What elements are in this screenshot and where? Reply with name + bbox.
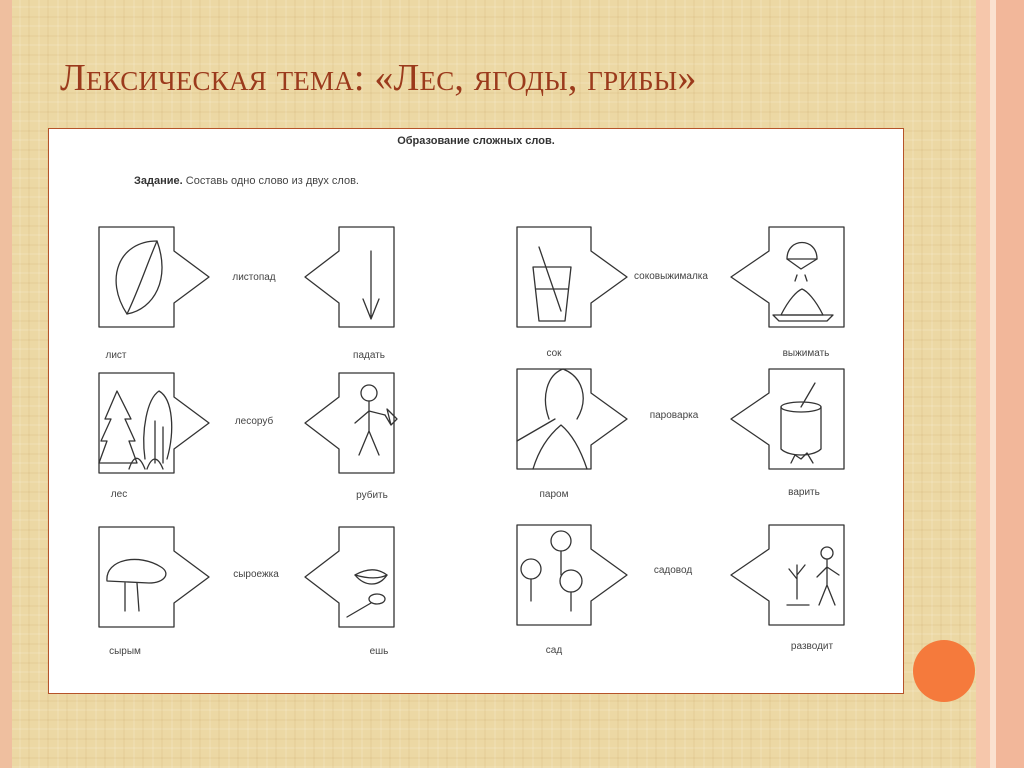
card-right-arrow — [517, 525, 627, 625]
compound-word: соковыжималка — [634, 271, 708, 282]
card-left-arrow — [731, 369, 844, 469]
task-text: Составь одно слово из двух слов. — [185, 175, 359, 187]
card-left-arrow — [305, 227, 394, 327]
right-decor-stripe-edge — [996, 0, 1024, 768]
card-right-arrow — [99, 227, 209, 327]
cooking-pot-icon — [781, 383, 821, 463]
decor-orange-circle — [913, 640, 975, 702]
compound-word: листопад — [232, 272, 276, 283]
compound-word: сыроежка — [233, 569, 279, 580]
steam-icon — [517, 369, 587, 469]
right-decor-stripe — [976, 0, 990, 768]
card-left-arrow — [305, 373, 394, 473]
worksheet-drawings — [49, 129, 904, 694]
word-right: варить — [788, 487, 820, 498]
juice-glass-icon — [533, 247, 571, 321]
compound-word: лесоруб — [234, 416, 274, 427]
down-arrow-icon — [363, 251, 379, 319]
card-right-arrow — [517, 369, 627, 469]
man-with-axe-icon — [355, 385, 397, 455]
worksheet-image — [48, 128, 904, 694]
word-right: выжимать — [782, 348, 830, 359]
card-right-arrow — [99, 527, 209, 627]
worksheet-title: Образование сложных слов. — [397, 135, 555, 147]
word-left: лист — [105, 350, 127, 361]
word-left: лес — [110, 489, 128, 500]
word-right: разводит — [790, 641, 834, 652]
forest-icon — [99, 391, 172, 469]
mouth-spoon-icon — [347, 570, 387, 617]
card-left-arrow — [731, 227, 844, 327]
task-instruction — [134, 175, 359, 187]
compound-word: пароварка — [649, 410, 699, 421]
word-left: сад — [545, 645, 563, 656]
task-label: Задание. — [134, 175, 183, 187]
word-right: ешь — [369, 646, 389, 657]
compound-word: садовод — [653, 565, 693, 576]
left-decor-stripe — [0, 0, 12, 768]
card-right-arrow — [99, 373, 209, 473]
word-right: падать — [353, 350, 385, 361]
word-left: сырым — [109, 646, 141, 657]
citrus-squeezer-icon — [773, 243, 833, 322]
gardener-icon — [787, 547, 839, 605]
slide-title: Лексическая тема: «Лес, ягоды, грибы» — [60, 57, 697, 99]
orchard-icon — [521, 531, 582, 611]
word-right: рубить — [356, 490, 388, 501]
leaf-icon — [116, 241, 162, 314]
mushroom-icon — [107, 559, 166, 611]
word-left: паром — [539, 489, 569, 500]
word-left: сок — [546, 348, 562, 359]
